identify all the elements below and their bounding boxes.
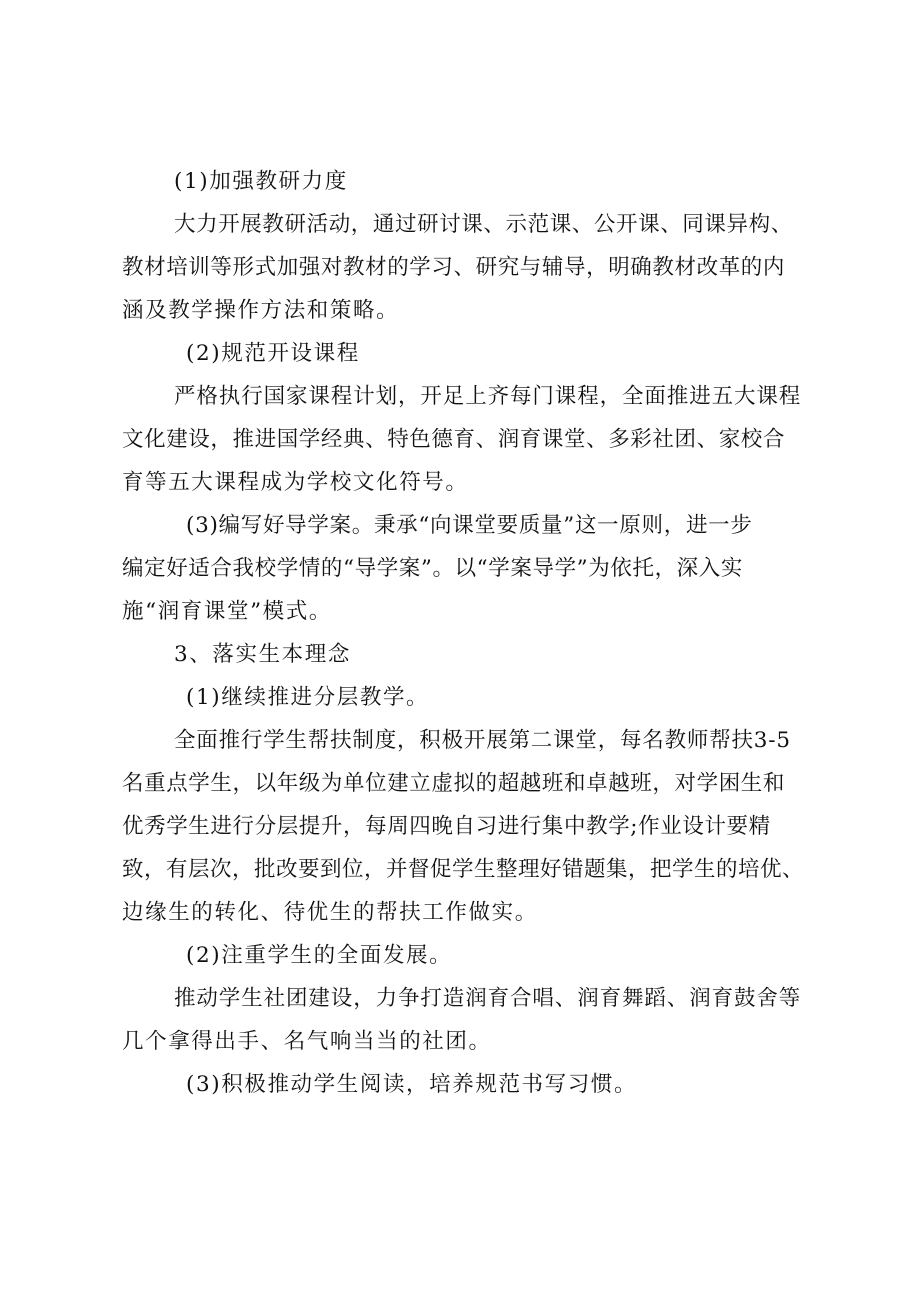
heading-3-guided-learning-plan: (3)编写好导学案。秉承“向课堂要质量”这一原则，进一步: [186, 513, 753, 538]
paragraph-line: 名重点学生，以年级为单位建立虚拟的超越班和卓越班，对学困生和: [122, 771, 786, 796]
heading-1-strengthen-research: (1)加强教研力度: [174, 169, 348, 194]
paragraph-line: 文化建设，推进国学经典、特色德育、润育课堂、多彩社团、家校合: [122, 427, 786, 452]
section-heading-student-centered: 3、落实生本理念: [174, 642, 351, 667]
paragraph-line: 推动学生社团建设，力争打造润育合唱、润育舞蹈、润育鼓舍等: [174, 986, 802, 1011]
heading-2-standardize-courses: (2)规范开设课程: [186, 341, 360, 366]
paragraph-line: 育等五大课程成为学校文化符号。: [122, 470, 469, 495]
heading-2-all-round-development: (2)注重学生的全面发展。: [186, 943, 453, 968]
paragraph-line: 严格执行国家课程计划，开足上齐每门课程，全面推进五大课程: [174, 384, 802, 409]
heading-1-layered-teaching: (1)继续推进分层教学。: [186, 685, 430, 710]
paragraph-line: 全面推行学生帮扶制度，积极开展第二课堂，每名教师帮扶3-5: [174, 728, 791, 753]
paragraph-line: 教材培训等形式加强对教材的学习、研究与辅导，明确教材改革的内: [122, 255, 786, 280]
paragraph-line: 边缘生的转化、待优生的帮扶工作做实。: [122, 900, 538, 925]
heading-3-reading-and-writing: (3)积极推动学生阅读，培养规范书写习惯。: [186, 1072, 638, 1097]
paragraph-line: 优秀学生进行分层提升，每周四晚自习进行集中教学;作业设计要精: [122, 814, 771, 839]
paragraph-line: 施“润育课堂”模式。: [122, 599, 332, 624]
paragraph-line: 涵及教学操作方法和策略。: [122, 298, 400, 323]
paragraph-line: 编定好适合我校学情的“导学案”。以“学案导学”为依托，深入实: [122, 556, 743, 581]
paragraph-line: 致，有层次，批改要到位，并督促学生整理好错题集，把学生的培优、: [122, 857, 805, 882]
paragraph-line: 几个拿得出手、名气响当当的社团。: [122, 1029, 492, 1054]
paragraph-line: 大力开展教研活动，通过研讨课、示范课、公开课、同课异构、: [174, 212, 793, 237]
